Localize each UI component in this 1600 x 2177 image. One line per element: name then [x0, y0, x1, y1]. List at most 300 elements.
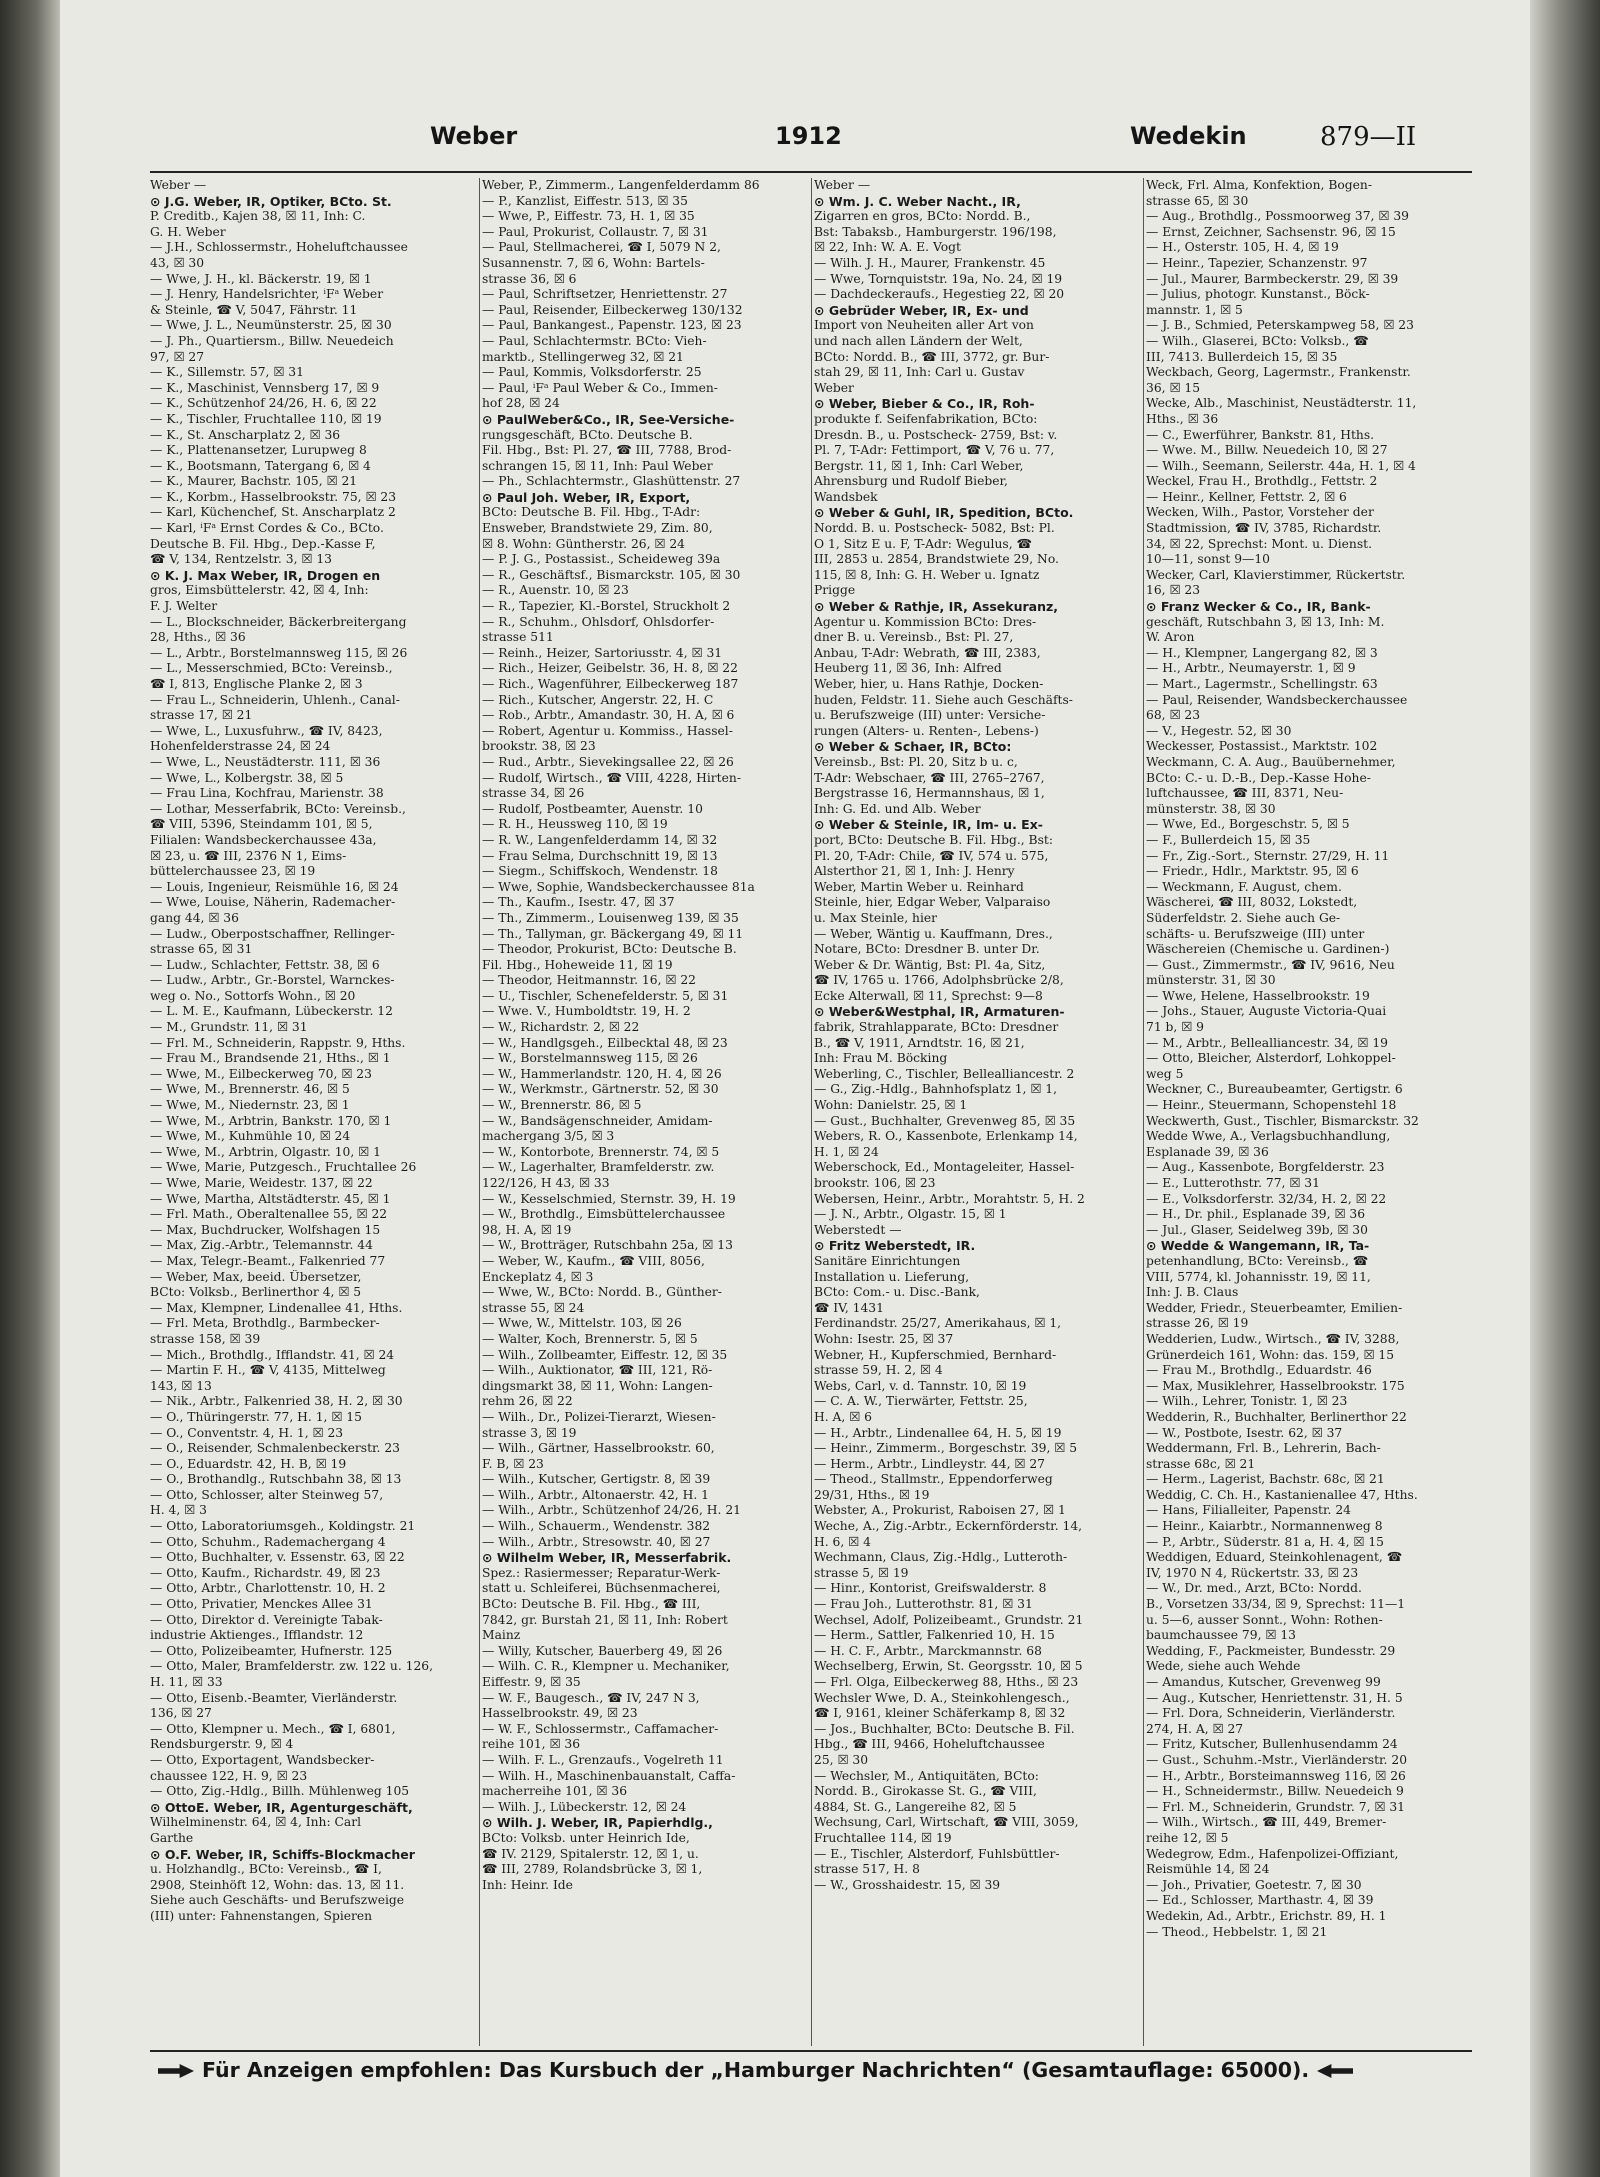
directory-line: dner B. u. Vereinsb., Bst: Pl. 27, [814, 630, 1014, 645]
directory-line: — Wilh., Seemann, Seilerstr. 44a, H. 1, ☒ 4 [1146, 458, 1416, 473]
pointing-hand-icon [158, 2064, 194, 2078]
directory-line: u. Max Steinle, hier [814, 910, 938, 925]
directory-line: — Reinh., Heizer, Sartoriusstr. 4, ☒ 31 [482, 645, 723, 660]
directory-line: — Wwe, M., Niedernstr. 23, ☒ 1 [150, 1098, 350, 1113]
directory-line: — H., Schneidermstr., Billw. Neuedeich 9 [1146, 1784, 1404, 1799]
directory-line: — J. Ph., Quartiersm., Billw. Neuedeich [150, 333, 394, 348]
directory-line: u. Berufszweige (III) unter: Versiche- [814, 708, 1046, 723]
directory-line: — Frl. Math., Oberaltenallee 55, ☒ 22 [150, 1207, 388, 1222]
directory-line: strasse 59, H. 2, ☒ 4 [814, 1363, 943, 1378]
directory-line: Agentur u. Kommission BCto: Dres- [814, 614, 1037, 629]
directory-line: ☎ IV. 2129, Spitalerstr. 12, ☒ 1, u. [482, 1846, 699, 1861]
directory-line: — O., Reisender, Schmalenbeckerstr. 23 [150, 1441, 401, 1456]
directory-line: — W., Postbote, Isestr. 62, ☒ 37 [1146, 1425, 1343, 1440]
directory-line: 143, ☒ 13 [150, 1378, 212, 1393]
directory-line: — Rich., Wagenführer, Eilbeckerweg 187 [482, 677, 739, 691]
directory-line: — Frl. M., Schneiderin, Grundstr. 7, ☒ 31 [1146, 1799, 1405, 1814]
directory-line: — Gust., Schuhm.-Mstr., Vierländerstr. 20 [1146, 1752, 1408, 1767]
directory-line: Enckeplatz 4, ☒ 3 [482, 1269, 594, 1284]
directory-line: ⊙ Weber & Steinle, IR, Im- u. Ex- [814, 817, 1043, 833]
directory-line: — Hans, Filialleiter, Papenstr. 24 [1146, 1503, 1351, 1518]
directory-line: — Ludw., Oberpostschaffner, Rellinger- [150, 926, 395, 941]
directory-line: Notare, BCto: Dresdner B. unter Dr. [814, 942, 1040, 957]
directory-line: — Weckmann, F. August, chem. [1146, 879, 1342, 894]
page-header [155, 122, 1495, 162]
directory-line: strasse 26, ☒ 19 [1146, 1316, 1249, 1331]
directory-line: — Mart., Lagermstr., Schellingstr. 63 [1146, 677, 1378, 691]
directory-line: III, 7413. Bullerdeich 15, ☒ 35 [1146, 349, 1338, 364]
directory-line: — Frau Selma, Durchschnitt 19, ☒ 13 [482, 848, 718, 863]
directory-line: — Wilh., Wirtsch., ☎ III, 449, Bremer- [1146, 1815, 1387, 1830]
directory-line: — Willy, Kutscher, Bauerberg 49, ☒ 26 [482, 1643, 723, 1658]
directory-line: — Weber, Wäntig u. Kauffmann, Dres., [814, 926, 1053, 941]
directory-line: — Joh., Privatier, Goetestr. 7, ☒ 30 [1146, 1877, 1362, 1892]
directory-line: Weber — [814, 178, 871, 192]
directory-line: — Paul, Schlachtermstr. BCto: Vieh- [482, 333, 707, 348]
directory-line: Filialen: Wandsbeckerchaussee 43a, [150, 832, 377, 847]
directory-line: — Heinr., Kaiarbtr., Normannenweg 8 [1146, 1519, 1383, 1534]
directory-line: — Otto, Arbtr., Charlottenstr. 10, H. 2 [150, 1581, 386, 1596]
directory-line: — V., Hegestr. 52, ☒ 30 [1146, 723, 1292, 738]
directory-line: ⊙ K. J. Max Weber, IR, Drogen en [150, 567, 381, 583]
directory-line: — Dachdeckeraufs., Hegestieg 22, ☒ 20 [814, 287, 1065, 302]
directory-line: Weddigen, Eduard, Steinkohlenagent, ☎ [1146, 1550, 1403, 1565]
directory-line: ⊙ Fritz Weberstedt, IR. [814, 1238, 976, 1254]
directory-line: ⊙ Paul Joh. Weber, IR, Export, [482, 489, 691, 505]
directory-line: — Max, Klempner, Lindenallee 41, Hths. [150, 1300, 403, 1315]
directory-line: — Friedr., Hdlr., Marktstr. 95, ☒ 6 [1146, 864, 1359, 879]
column-divider [1143, 178, 1144, 2046]
directory-line: gros, Eimsbüttelerstr. 42, ☒ 4, Inh: [150, 583, 369, 598]
page-number: 879—II [1320, 122, 1417, 152]
directory-line: — K., Plattenansetzer, Lurupweg 8 [150, 443, 367, 458]
directory-line: ⊙ Weber, Bieber & Co., IR, Roh- [814, 396, 1035, 412]
directory-line: H. 4, ☒ 3 [150, 1503, 207, 1518]
directory-line: strasse 68c, ☒ 21 [1146, 1456, 1256, 1471]
directory-line: Webers, R. O., Kassenbote, Erlenkamp 14, [814, 1129, 1078, 1144]
directory-line: ☎ IV, 1431 [814, 1300, 884, 1315]
directory-line: — Wilh. J., Lübeckerstr. 12, ☒ 24 [482, 1799, 687, 1814]
directory-line: — Robert, Agentur u. Kommiss., Hassel- [482, 723, 733, 738]
directory-line: — W., Grosshaidestr. 15, ☒ 39 [814, 1877, 1001, 1892]
directory-line: — K., Maschinist, Vennsberg 17, ☒ 9 [150, 380, 380, 395]
directory-line: strasse 3, ☒ 19 [482, 1425, 577, 1440]
directory-line: Weckner, C., Bureaubeamter, Gertigstr. 6 [1146, 1082, 1403, 1097]
directory-line: Wedder, Friedr., Steuerbeamter, Emilien- [1146, 1300, 1403, 1315]
directory-line: — Wwe, Marie, Putzgesch., Fruchtallee 26 [150, 1160, 417, 1175]
directory-line: Anbau, T-Adr: Webrath, ☎ III, 2383, [814, 645, 1041, 660]
directory-line: P. Creditb., Kajen 38, ☒ 11, Inh: C. [150, 209, 366, 224]
directory-line: — Wwe, J. H., kl. Bäckerstr. 19, ☒ 1 [150, 271, 372, 286]
directory-line: — G., Zig.-Hdlg., Bahnhofsplatz 1, ☒ 1, [814, 1082, 1058, 1097]
directory-line: — Wwe, M., Arbtrin, Olgastr. 10, ☒ 1 [150, 1144, 381, 1159]
directory-line: — Nik., Arbtr., Falkenried 38, H. 2, ☒ 30 [150, 1394, 403, 1409]
directory-line: Weckel, Frau H., Brothdlg., Fettstr. 2 [1146, 474, 1378, 489]
directory-line: Ahrensburg und Rudolf Bieber, [814, 474, 1008, 489]
directory-line: — J. Henry, Handelsrichter, ⁱFᵃ Weber [150, 287, 384, 302]
directory-line: industrie Aktienges., Ifflandstr. 12 [150, 1628, 364, 1643]
directory-line: H. A, ☒ 6 [814, 1409, 872, 1424]
directory-line: — Max, Musiklehrer, Hasselbrookstr. 175 [1146, 1378, 1405, 1393]
directory-line: — Paul, Reisender, Wandsbeckerchaussee [1146, 692, 1408, 707]
directory-line: baumchaussee 79, ☒ 13 [1146, 1628, 1296, 1643]
directory-line: — R. H., Heussweg 110, ☒ 19 [482, 817, 668, 832]
directory-line: ⊙ Weber & Rathje, IR, Assekuranz, [814, 599, 1059, 615]
directory-line: — Hinr., Kontorist, Greifswalderstr. 8 [814, 1581, 1047, 1596]
directory-line: — Paul, Stellmacherei, ☎ I, 5079 N 2, [482, 240, 721, 255]
header-last-entry: Wedekin [1130, 122, 1247, 150]
directory-line: — E., Lutterothstr. 77, ☒ 31 [1146, 1176, 1320, 1190]
directory-line: Spez.: Rasiermesser; Reparatur-Werk- [482, 1565, 721, 1580]
directory-line: — K., St. Anscharplatz 2, ☒ 36 [150, 427, 341, 442]
directory-line: — O., Conventstr. 4, H. 1, ☒ 23 [150, 1425, 344, 1440]
directory-line: Wilhelminenstr. 64, ☒ 4, Inh: Carl [150, 1815, 362, 1830]
directory-line: — Fr., Zig.-Sort., Sternstr. 27/29, H. 11 [1146, 848, 1390, 863]
directory-line: — Aug., Kassenbote, Borgfelderstr. 23 [1146, 1160, 1385, 1175]
directory-line: H. 1, ☒ 24 [814, 1144, 879, 1159]
directory-line: büttelerchaussee 23, ☒ 19 [150, 864, 316, 879]
directory-line: — Wechsler, M., Antiquitäten, BCto: [814, 1768, 1039, 1783]
directory-line: Webster, A., Prokurist, Raboisen 27, ☒ 1 [814, 1503, 1066, 1518]
directory-line: — R., Geschäftsf., Bismarckstr. 105, ☒ 30 [482, 567, 741, 582]
directory-line: Pl. 20, T-Adr: Chile, ☎ IV, 574 u. 575, [814, 848, 1049, 863]
directory-line: — Herm., Lagerist, Bachstr. 68c, ☒ 21 [1146, 1472, 1385, 1487]
directory-line: — W., Kontorbote, Brennerstr. 74, ☒ 5 [482, 1144, 720, 1159]
directory-line: — W., Brothdlg., Eimsbüttelerchaussee [482, 1207, 726, 1222]
directory-line: reihe 12, ☒ 5 [1146, 1830, 1229, 1845]
directory-line: 4884, St. G., Langereihe 82, ☒ 5 [814, 1799, 1017, 1814]
directory-line: Weberling, C., Tischler, Bellealliancestr. 2 [814, 1066, 1075, 1081]
directory-line: — R., Schuhm., Ohlsdorf, Ohlsdorfer- [482, 614, 715, 629]
directory-line: ⊙ Gebrüder Weber, IR, Ex- und [814, 302, 1029, 318]
directory-line: u. 5—6, ausser Sonnt., Wohn: Rothen- [1146, 1612, 1383, 1627]
directory-line: — Theod., Stallmstr., Eppendorferweg [814, 1472, 1053, 1487]
directory-line: Pl. 7, T-Adr: Fettimport, ☎ V, 76 u. 77, [814, 443, 1055, 458]
directory-line: — Aug., Kutscher, Henriettenstr. 31, H. 5 [1146, 1690, 1403, 1705]
directory-line: Wechmann, Claus, Zig.-Hdlg., Lutteroth- [814, 1550, 1068, 1565]
directory-line: ⊙ Wm. J. C. Weber Nacht., IR, [814, 193, 1021, 209]
directory-line: Heuberg 11, ☒ 36, Inh: Alfred [814, 661, 1002, 676]
directory-line: — Ph., Schlachtermstr., Glashüttenstr. 27 [482, 474, 741, 489]
directory-line: 25, ☒ 30 [814, 1752, 869, 1767]
directory-line: — Theodor, Heitmannstr. 16, ☒ 22 [482, 973, 696, 988]
directory-line: strasse 36, ☒ 6 [482, 271, 577, 286]
directory-line: — H., Dr. phil., Esplanade 39, ☒ 36 [1146, 1207, 1366, 1222]
directory-line: reihe 101, ☒ 36 [482, 1737, 581, 1752]
directory-line: — Theod., Hebbelstr. 1, ☒ 21 [1146, 1924, 1328, 1939]
directory-line: — Otto, Schlosser, alter Steinweg 57, [150, 1487, 384, 1502]
directory-line: Weberstedt — [814, 1222, 902, 1237]
column-1 [150, 178, 477, 2048]
directory-line: Inh: Heinr. Ide [482, 1877, 573, 1892]
directory-line: — Wilh., Zollbeamter, Eiffestr. 12, ☒ 35 [482, 1347, 728, 1362]
directory-line: — Ludw., Schlachter, Fettstr. 38, ☒ 6 [150, 957, 380, 972]
directory-line: — Wilh. J. H., Maurer, Frankenstr. 45 [814, 255, 1046, 270]
directory-line: Wedegrow, Edm., Hafenpolizei-Offiziant, [1146, 1846, 1399, 1861]
directory-line: ⊙ O.F. Weber, IR, Schiffs-Blockmacher [150, 1846, 415, 1862]
directory-line: Prigge [814, 583, 856, 598]
directory-line: — F., Bullerdeich 15, ☒ 35 [1146, 832, 1311, 847]
directory-line: Weck, Frl. Alma, Konfektion, Bogen- [1146, 178, 1372, 192]
directory-line: münsterstr. 38, ☒ 30 [1146, 801, 1276, 816]
directory-line: — Wwe, L., Neustädterstr. 111, ☒ 36 [150, 754, 381, 769]
directory-line: H. 11, ☒ 33 [150, 1675, 223, 1689]
directory-line: — Walter, Koch, Brennerstr. 5, ☒ 5 [482, 1331, 698, 1346]
directory-line: strasse 17, ☒ 21 [150, 708, 253, 723]
directory-line: ⊙ J.G. Weber, IR, Optiker, BCto. St. [150, 193, 392, 209]
directory-line: Wechsler Wwe, D. A., Steinkohlengesch., [814, 1690, 1070, 1705]
directory-line: Garthe [150, 1830, 194, 1845]
directory-line: — Fritz, Kutscher, Bullenhusendamm 24 [1146, 1737, 1398, 1752]
directory-line: — Max, Buchdrucker, Wolfshagen 15 [150, 1222, 381, 1237]
directory-line: — Wilh., Kutscher, Gertigstr. 8, ☒ 39 [482, 1472, 711, 1487]
directory-line: 274, H. A, ☒ 27 [1146, 1721, 1244, 1736]
directory-line: — Lothar, Messerfabrik, BCto: Vereinsb., [150, 801, 406, 816]
directory-line: — Wwe. M., Billw. Neuedeich 10, ☒ 27 [1146, 443, 1388, 458]
directory-line: ⊙ Franz Wecker & Co., IR, Bank- [1146, 599, 1371, 615]
directory-line: Hths., ☒ 36 [1146, 411, 1219, 426]
directory-line: — L. M. E., Kaufmann, Lübeckerstr. 12 [150, 1004, 393, 1019]
directory-line: — Wwe, J. L., Neumünsterstr. 25, ☒ 30 [150, 318, 392, 333]
directory-line: — Paul, Prokurist, Collaustr. 7, ☒ 31 [482, 224, 709, 239]
directory-line: ⊙ Weber&Westphal, IR, Armaturen- [814, 1004, 1065, 1020]
directory-line: Wecker, Carl, Klavierstimmer, Rückertstr. [1146, 567, 1406, 582]
directory-line: — Otto, Laboratoriumsgeh., Koldingstr. 21 [150, 1519, 416, 1534]
directory-line: — Gust., Zimmermstr., ☎ IV, 9616, Neu [1146, 957, 1395, 972]
directory-line: — Herm., Sattler, Falkenried 10, H. 15 [814, 1628, 1055, 1643]
directory-line: BCto: Com.- u. Disc.-Bank, [814, 1285, 980, 1300]
directory-line: Nordd. B. u. Postscheck- 5082, Bst: Pl. [814, 521, 1055, 536]
directory-line: — Th., Tallyman, gr. Bäckergang 49, ☒ 11 [482, 926, 744, 941]
directory-line: — Wilh., Glaserei, BCto: Volksb., ☎ [1146, 333, 1369, 348]
directory-line: — Wwe, Martha, Altstädterstr. 45, ☒ 1 [150, 1191, 391, 1206]
directory-line: — O., Eduardstr. 42, H. B, ☒ 19 [150, 1456, 347, 1471]
directory-line: Wecken, Wilh., Pastor, Vorsteher der [1146, 505, 1374, 520]
directory-line: — Otto, Eisenb.-Beamter, Vierländerstr. [150, 1690, 398, 1705]
directory-line: Inh: G. Ed. und Alb. Weber [814, 801, 981, 816]
directory-line: — Jos., Buchhalter, BCto: Deutsche B. Fil. [814, 1721, 1075, 1736]
directory-line: Weber, Martin Weber u. Reinhard [814, 879, 1024, 894]
directory-line: — Max, Zig.-Arbtr., Telemannstr. 44 [150, 1238, 373, 1253]
directory-line: — W., Werkmstr., Gärtnerstr. 52, ☒ 30 [482, 1082, 719, 1097]
directory-line: T-Adr: Webschaer, ☎ III, 2765–2767, [814, 770, 1045, 785]
directory-line: BCto: C.- u. D.-B., Dep.-Kasse Hohe- [1146, 770, 1371, 785]
directory-line: — W., Borstelmannsweg 115, ☒ 26 [482, 1051, 698, 1066]
directory-line: — Paul, Reisender, Eilbeckerweg 130/132 [482, 302, 743, 317]
directory-line: — R., Tapezier, Kl.-Borstel, Struckholt 2 [482, 599, 731, 614]
directory-line: — W., Hammerlandstr. 120, H. 4, ☒ 26 [482, 1066, 722, 1081]
directory-line: Weckwerth, Gust., Tischler, Bismarckstr. 32 [1146, 1113, 1419, 1128]
directory-line: — W., Brennerstr. 86, ☒ 5 [482, 1098, 642, 1113]
directory-line: — Wilh., Lehrer, Tonistr. 1, ☒ 23 [1146, 1394, 1348, 1409]
directory-line: — W., Richardstr. 2, ☒ 22 [482, 1020, 640, 1035]
directory-line: Weckbach, Georg, Lagermstr., Frankenstr. [1146, 365, 1411, 380]
directory-line: — L., Arbtr., Borstelmannsweg 115, ☒ 26 [150, 645, 408, 660]
directory-line: dingsmarkt 38, ☒ 11, Wohn: Langen- [482, 1378, 713, 1393]
directory-line: BCto: Volksb. unter Heinrich Ide, [482, 1830, 690, 1845]
directory-line: Alsterthor 21, ☒ 1, Inh: J. Henry [814, 864, 1015, 879]
directory-line: schrangen 15, ☒ 11, Inh: Paul Weber [482, 458, 713, 473]
directory-line: Wandsbek [814, 489, 878, 504]
directory-line: — Otto, Polizeibeamter, Hufnerstr. 125 [150, 1643, 393, 1658]
directory-line: — Wilh. H., Maschinenbauanstalt, Caffa- [482, 1768, 736, 1783]
directory-line: Webner, H., Kupferschmied, Bernhard- [814, 1347, 1057, 1362]
scan-left-margin [0, 0, 60, 2177]
directory-line: — H., Arbtr., Lindenallee 64, H. 5, ☒ 19 [814, 1425, 1062, 1440]
directory-line: — Rich., Heizer, Geibelstr. 36, H. 8, ☒ 22 [482, 661, 738, 676]
directory-line: — Otto, Kaufm., Richardstr. 49, ☒ 23 [150, 1565, 381, 1580]
directory-line: geschäft, Rutschbahn 3, ☒ 13, Inh: M. [1146, 614, 1385, 629]
directory-line: — J. N., Arbtr., Olgastr. 15, ☒ 1 [814, 1207, 1007, 1222]
directory-line: 29/31, Hths., ☒ 19 [814, 1487, 930, 1502]
directory-line: — Paul, ⁱFᵃ Paul Weber & Co., Immen- [482, 380, 718, 395]
directory-line: Inh: J. B. Claus [1146, 1285, 1239, 1300]
directory-line: — Wwe, Sophie, Wandsbeckerchaussee 81a [482, 879, 755, 894]
directory-line: — Wilh., Gärtner, Hasselbrookstr. 60, [482, 1441, 715, 1456]
directory-line: — Johs., Stauer, Auguste Victoria-Quai [1146, 1004, 1387, 1019]
directory-line: BCto: Nordd. B., ☎ III, 3772, gr. Bur- [814, 349, 1050, 364]
directory-line: — Wwe, M., Arbtrin, Bankstr. 170, ☒ 1 [150, 1113, 392, 1128]
directory-line: Esplanade 39, ☒ 36 [1146, 1144, 1269, 1159]
directory-line: gang 44, ☒ 36 [150, 910, 239, 925]
directory-line: ⊙ Wilh. J. Weber, IR, Papierhdlg., [482, 1815, 713, 1831]
header-rule [150, 171, 1472, 173]
directory-line: — E., Volksdorferstr. 32/34, H. 2, ☒ 22 [1146, 1191, 1387, 1206]
directory-line: ☎ I, 9161, kleiner Schäferkamp 8, ☒ 32 [814, 1706, 1066, 1721]
directory-line: Wechsel, Adolf, Polizeibeamt., Grundstr. 21 [814, 1612, 1084, 1627]
directory-line: brookstr. 106, ☒ 23 [814, 1176, 936, 1190]
directory-line: strasse 65, ☒ 30 [1146, 193, 1249, 208]
directory-line: — Louis, Ingenieur, Reismühle 16, ☒ 24 [150, 879, 399, 894]
directory-line: 98, H. A, ☒ 19 [482, 1222, 572, 1237]
directory-line: 97, ☒ 27 [150, 349, 205, 364]
directory-line: IV, 1970 N 4, Rückertstr. 33, ☒ 23 [1146, 1565, 1359, 1580]
directory-line: Wedding, F., Packmeister, Bundesstr. 29 [1146, 1643, 1396, 1658]
directory-line: — Otto, Schuhm., Rademachergang 4 [150, 1534, 386, 1549]
directory-line: BCto: Deutsche B. Fil. Hbg., ☎ III, [482, 1597, 701, 1612]
directory-line: ☎ VIII, 5396, Steindamm 101, ☒ 5, [150, 817, 373, 832]
directory-line: Weche, A., Zig.-Arbtr., Eckernförderstr. 14, [814, 1519, 1083, 1534]
directory-line: Ferdinandstr. 25/27, Amerikahaus, ☒ 1, [814, 1316, 1062, 1331]
directory-line: Zigarren en gros, BCto: Nordd. B., [814, 209, 1031, 224]
directory-line: Süderfeldstr. 2. Siehe auch Ge- [1146, 910, 1341, 925]
directory-line: Webersen, Heinr., Arbtr., Morahtstr. 5, H. 2 [814, 1191, 1085, 1206]
directory-line: münsterstr. 31, ☒ 30 [1146, 973, 1276, 988]
directory-line: — Jul., Maurer, Barmbeckerstr. 29, ☒ 39 [1146, 271, 1399, 286]
directory-line: Wede, siehe auch Wehde [1146, 1659, 1301, 1674]
directory-line: Webs, Carl, v. d. Tannstr. 10, ☒ 19 [814, 1378, 1027, 1393]
directory-line: III, 2853 u. 2854, Brandstwiete 29, No. [814, 552, 1059, 567]
directory-line: Eiffestr. 9, ☒ 35 [482, 1675, 581, 1689]
directory-line: BCto: Volksb., Berlinerthor 4, ☒ 5 [150, 1285, 362, 1300]
directory-line: — K., Korbm., Hasselbrookstr. 75, ☒ 23 [150, 489, 397, 504]
directory-line: machergang 3/5, ☒ 3 [482, 1129, 615, 1144]
directory-line: Ecke Alterwall, ☒ 11, Sprechst: 9—8 [814, 988, 1043, 1003]
directory-line: — Wwe, L., Kolbergstr. 38, ☒ 5 [150, 770, 344, 785]
directory-line: — Wilh., Arbtr., Altonaerstr. 42, H. 1 [482, 1487, 709, 1502]
directory-line: — Gust., Buchhalter, Grevenweg 85, ☒ 35 [814, 1113, 1076, 1128]
directory-line: produkte f. Seifenfabrikation, BCto: [814, 411, 1038, 426]
directory-line: — L., Blockschneider, Bäckerbreitergang [150, 614, 407, 629]
directory-line: — J. B., Schmied, Peterskampweg 58, ☒ 23 [1146, 318, 1414, 333]
directory-line: Steinle, hier, Edgar Weber, Valparaiso [814, 895, 1051, 910]
directory-line: — K., Sillemstr. 57, ☒ 31 [150, 365, 304, 380]
directory-line: Bergstrasse 16, Hermannshaus, ☒ 1, [814, 786, 1045, 801]
directory-line: strasse 511 [482, 630, 554, 645]
directory-line: — Wwe. V., Humboldtstr. 19, H. 2 [482, 1004, 691, 1019]
directory-line: — Wilh., Arbtr., Stresowstr. 40, ☒ 27 [482, 1534, 711, 1549]
directory-line: — Karl, Küchenchef, St. Anscharplatz 2 [150, 505, 396, 520]
directory-line: Hasselbrookstr. 49, ☒ 23 [482, 1706, 638, 1721]
directory-line: — W., Dr. med., Arzt, BCto: Nordd. [1146, 1581, 1362, 1596]
directory-line: — K., Tischler, Fruchtallee 110, ☒ 19 [150, 411, 382, 426]
directory-line: — O., Thüringerstr. 77, H. 1, ☒ 15 [150, 1409, 362, 1424]
directory-line: Wäschereien (Chemische u. Gardinen-) [1146, 942, 1390, 957]
directory-line: 71 b, ☒ 9 [1146, 1020, 1205, 1035]
directory-line: 36, ☒ 15 [1146, 380, 1201, 395]
directory-line: 28, Hths., ☒ 36 [150, 630, 246, 645]
footer-rule [150, 2050, 1472, 2052]
directory-line: Mainz [482, 1628, 521, 1643]
directory-line: — W. F., Baugesch., ☎ IV, 247 N 3, [482, 1690, 700, 1705]
directory-line: Wedekin, Ad., Arbtr., Erichstr. 89, H. 1 [1146, 1908, 1387, 1923]
directory-line: Weddig, C. Ch. H., Kastanienallee 47, Hths. [1146, 1487, 1418, 1502]
directory-line: — R. W., Langenfelderdamm 14, ☒ 32 [482, 832, 718, 847]
directory-line: — E., Tischler, Alsterdorf, Fuhlsbüttler- [814, 1846, 1060, 1861]
directory-line: — Frl. Olga, Eilbeckerweg 88, Hths., ☒ 23 [814, 1675, 1079, 1689]
directory-line: weg o. No., Sottorfs Wohn., ☒ 20 [150, 988, 356, 1003]
directory-line: ⊙ Weber & Guhl, IR, Spedition, BCto. [814, 505, 1074, 521]
directory-line: Rendsburgerstr. 9, ☒ 4 [150, 1737, 294, 1752]
directory-line: strasse 5, ☒ 19 [814, 1565, 909, 1580]
directory-line: H. 6, ☒ 4 [814, 1534, 871, 1549]
directory-line: macherreihe 101, ☒ 36 [482, 1784, 628, 1799]
directory-line: — Wwe, Louise, Näherin, Rademacher- [150, 895, 396, 910]
directory-line: — Wwe, M., Kuhmühle 10, ☒ 24 [150, 1129, 351, 1144]
directory-line: — H., Osterstr. 105, H. 4, ☒ 19 [1146, 240, 1339, 255]
directory-line: — H., Arbtr., Borsteimannsweg 116, ☒ 26 [1146, 1768, 1406, 1783]
scan-right-margin [1530, 0, 1600, 2177]
directory-line: Hbg., ☎ III, 9466, Hoheluftchaussee [814, 1737, 1045, 1752]
directory-line: Wohn: Danielstr. 25, ☒ 1 [814, 1098, 968, 1113]
directory-line: — Rud., Arbtr., Sievekingsallee 22, ☒ 26 [482, 754, 734, 769]
directory-line: strasse 158, ☒ 39 [150, 1331, 261, 1346]
directory-line: — Wilh. C. R., Klempner u. Mechaniker, [482, 1659, 730, 1674]
directory-line: strasse 55, ☒ 24 [482, 1300, 585, 1315]
directory-line: — Wilh., Arbtr., Schützenhof 24/26, H. 21 [482, 1503, 741, 1518]
header-year: 1912 [775, 122, 842, 150]
directory-line: O 1, Sitz E u. F, T-Adr: Wegulus, ☎ [814, 536, 1032, 551]
directory-line: — Wwe, L., Luxusfuhrw., ☎ IV, 8423, [150, 723, 383, 738]
directory-line: — Otto, Zig.-Hdlg., Billh. Mühlenweg 105 [150, 1784, 410, 1799]
directory-line: — W., Lagerhalter, Bramfelderstr. zw. [482, 1160, 715, 1175]
directory-line: Import von Neuheiten aller Art von [814, 318, 1034, 333]
directory-line: — Frau L., Schneiderin, Uhlenh., Canal- [150, 692, 400, 707]
directory-line: — H., Klempner, Langergang 82, ☒ 3 [1146, 645, 1378, 660]
directory-line: — Otto, Maler, Bramfelderstr. zw. 122 u. 126, [150, 1659, 434, 1674]
column-4 [1146, 178, 1473, 2048]
directory-line: Reismühle 14, ☒ 24 [1146, 1862, 1270, 1877]
directory-line: F. J. Welter [150, 599, 218, 614]
directory-line: rungen (Alters- u. Renten-, Lebens-) [814, 723, 1039, 738]
column-3 [814, 178, 1141, 2048]
directory-line: BCto: Deutsche B. Fil. Hbg., T-Adr: [482, 505, 701, 520]
directory-line: — Wilh., Auktionator, ☎ III, 121, Rö- [482, 1363, 713, 1378]
directory-line: Fil. Hbg., Bst: Pl. 27, ☎ III, 7788, Brod- [482, 443, 732, 458]
directory-line: schäfts- u. Berufszweige (III) unter [1146, 926, 1365, 941]
directory-line: — Wilh., Schauerm., Wendenstr. 382 [482, 1519, 711, 1534]
directory-line: ☎ I, 813, Englische Planke 2, ☒ 3 [150, 677, 363, 691]
